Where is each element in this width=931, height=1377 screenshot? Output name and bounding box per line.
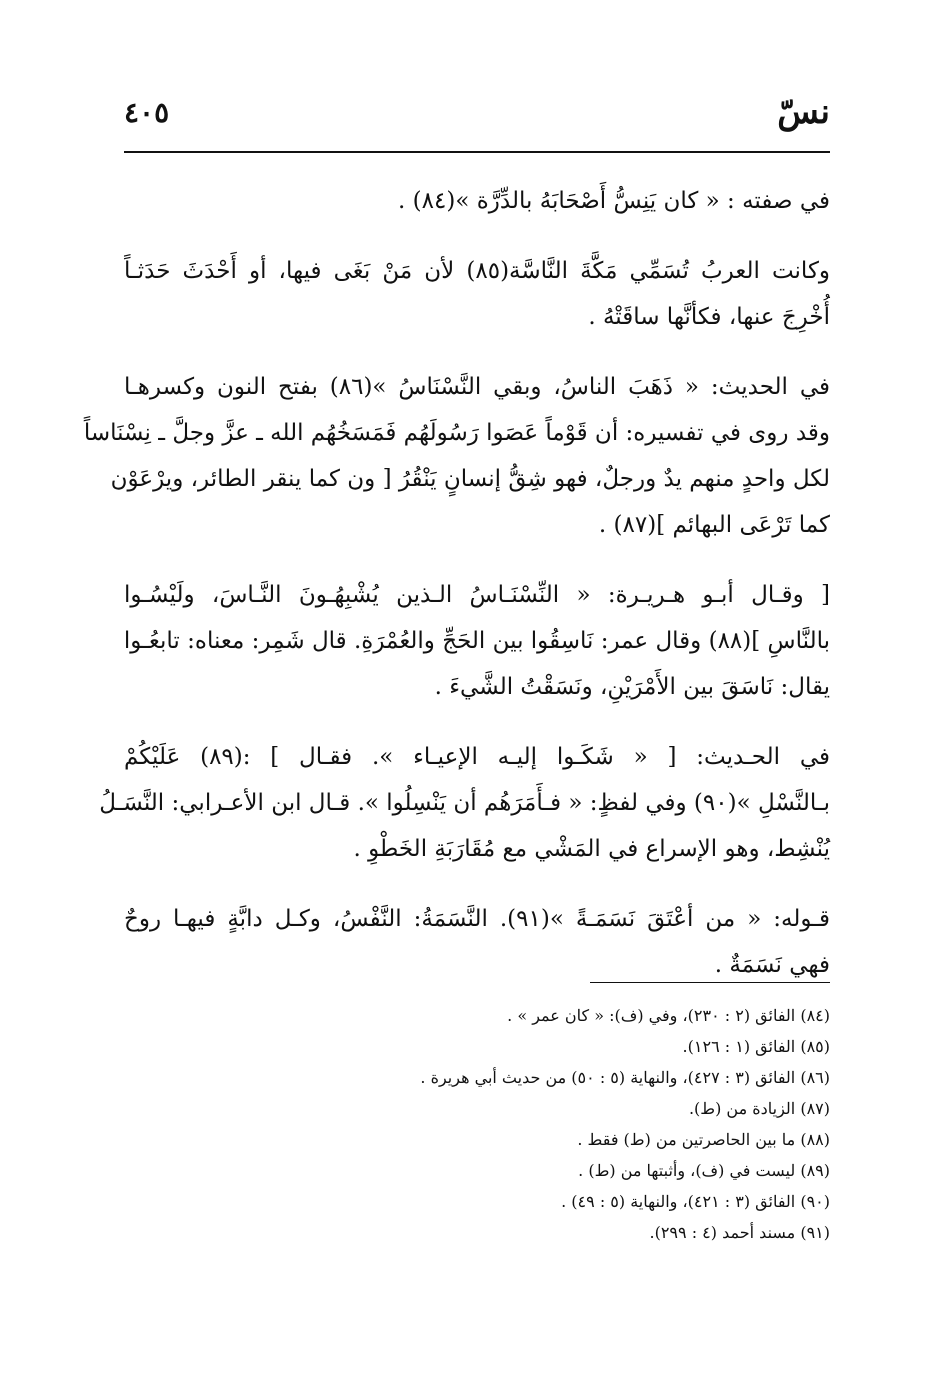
paragraph [124,178,830,224]
footnote: (٩١) مسند أحمد (٤ : ٢٩٩). [649,1223,830,1242]
footnote: (٨٧) الزيادة من (ط). [688,1099,830,1118]
footnote: (٨٥) الفائق (١ : ١٢٦). [682,1037,830,1056]
footnote: (٩٠) الفائق (٣ : ٤٢١)، والنهاية (٥ : ٤٩) . [561,1192,830,1211]
text-line: بالنَّاسِ ](٨٨) وقال عمر: نَاسِقُوا بين الحَجِّ والعُمْرَةِ. قال شَمِر: معناه: تابعُـوا [123,628,830,654]
text-line: كما تَرْعَى البهائم ](٨٧) . [598,512,830,538]
text-line: لكل واحدٍ منهم يدٌ ورجلٌ، فهو شِقُّ إنسانٍ يَنْقُرُ [ ون كما ينقر الطائر، ويرْعَوْن [110,466,830,492]
text-line: في صفته : « كان يَنِسُّ أَصْحَابَهُ بالدِّرَّة »(٨٤) . [398,188,830,214]
text-line: يُنْشِط، وهو الإسراع في المَشْي مع مُقَارَبَةِ الخَطْوِ . [353,836,830,862]
footnote: (٨٩) ليست في (ف)، وأثبتها من (ط) . [578,1161,830,1180]
text-line: وقد روى في تفسيره: أن قَوْماً عَصَوا رَسُولَهُم فَمَسَخُهُم الله ـ عزَّ وجلَّ ـ نِسْنَاساً [83,420,830,446]
footnote: (٨٤) الفائق (٢ : ٢٣٠)، وفي (ف): « كان عمر » . [507,1006,830,1025]
text-line: وكانت العربُ تُسَمِّي مَكَّةَ النَّاسَّة(٨٥) لأن مَنْ بَغَى فيها، أو أَحْدَثَ حَدَثـاً [124,258,830,284]
footnote-divider [590,982,830,983]
page-number: ٤٠٥ [124,96,170,129]
text-line: أُخْرِجَ عنها، فكأنَّها ساقَتْهُ . [588,304,830,330]
text-line: بـالنَّسْلِ »(٩٠) وفي لفظٍ: « فـأَمَرَهُم أن يَنْسِلُوا ». قـال ابن الأعـرابي: النَّسَـلُ [99,790,830,816]
text-line: في الحديث: « ذَهَبَ الناسُ، وبقي النَّسْنَاسُ »(٨٦) بفتح النون وكسرهـا [124,374,830,400]
header-entry-word: نسّ [777,92,830,132]
paragraph [99,734,830,872]
paragraph [83,364,830,548]
text-line: فهي نَسَمَةٌ . [714,952,830,978]
main-text [83,178,830,1012]
text-line: يقال: نَاسَقَ بين الأَمْرَيْنِ، ونَسَقْتُ الشَّيءَ . [434,674,830,700]
text-line: قـوله: « من أعْتَقَ نَسَمَـةً »(٩١). النَّسَمَةُ: النَّفْسُ، وكـل دابَّةٍ فيهـا روحٌ [124,906,830,932]
paragraph [124,896,830,988]
paragraph [124,572,830,710]
header-divider [124,151,830,153]
footnote: (٨٨) ما بين الحاصرتين من (ط) فقط . [577,1130,830,1149]
footnote: (٨٦) الفائق (٣ : ٤٢٧)، والنهاية (٥ : ٥٠) من حديث أبي هريرة . [420,1068,830,1087]
page-header [124,92,830,142]
text-line: [ وقـال أبـو هـريـرة: « النِّسْنَـاسُ الـذين يُشْبِهُـونَ النَّـاسَ، ولَيْسُـوا [124,582,830,608]
footnotes [124,1000,830,1248]
paragraph [124,248,830,340]
text-line: في الحـديث: [ « شَكَـوا إليـه الإعيـاء ». فقـال ] :(٨٩) عَلَيْكُمْ [124,744,830,770]
